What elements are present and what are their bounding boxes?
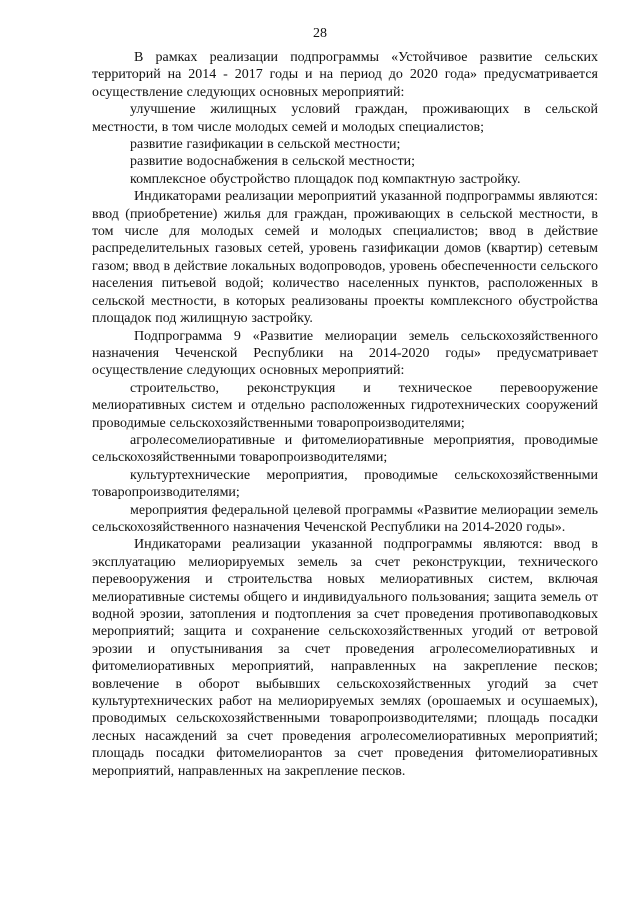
list-item-gasification: развитие газификации в сельской местности; — [130, 137, 401, 153]
list-item-cultural-technical: культуртехнические мероприятия, проводимые сельскохозяйственными товаропроизводителями; — [92, 467, 598, 501]
paragraph-indicators-rural: Индикаторами реализации мероприятий указанной подпрограммы являются: ввод (приобретение) жилья для граждан, проживающих в сельской местности, в том числе для молодых семей и молодых специалистов; ввод в действие распределительных газовых сетей, уровень газификации домов (квартир) сетевым газом; ввод в действие локальных водопроводов, уровень обеспеченности сельского населения питьевой водой; количество населенных пунктов, расположенных в сельской местности, в которых реализованы проекты комплексного обустройства площадок под жилищную застройку. — [92, 189, 598, 327]
list-item-reclamation-systems: строительство, реконструкция и техническое перевооружение мелиоративных систем и отдельно расположенных гидротехнических сооружений проводимые сельскохозяйственными товаропроизводителями; — [92, 380, 598, 431]
paragraph-subprogram-intro: В рамках реализации подпрограммы «Устойчивое развитие сельских территорий на 2014 - 2017 годы и на период до 2020 года» предусматривается осуществление следующих основных мероприятий: — [92, 50, 598, 100]
list-item-water-supply: развитие водоснабжения в сельской местности; — [130, 154, 415, 170]
paragraph-indicators-reclamation: Индикаторами реализации указанной подпрограммы являются: ввод в эксплуатацию мелиорируемых земель за счет реконструкции, технического перевооружения и строительства новых мелиоративных систем, включая мелиоративные системы общего и индивидуального пользования; защита земель от водной эрозии, затопления и подтопления за счет проведения противопаводковых мероприятий; защита и сохранение сельскохозяйственных угодий от ветровой эрозии и опустынивания за счет проведения агролесомелиоративных и фитомелиоративных мероприятий, направленных на закрепление песков; вовлечение в оборот выбывших сельскохозяйственных угодий за счет культуртехнических работ на мелиорируемых землях (орошаемых и осушаемых), проводимых сельскохозяйственными товаропроизводителями; площадь посадки лесных насаждений за счет проведения агролесомелиоративных мероприятий; площадь посадки фитомелиорантов за счет проведения фитомелиоративных мероприятий, направленных на закрепление песков. — [92, 537, 598, 779]
paragraph-subprogram-9: Подпрограмма 9 «Развитие мелиорации земель сельскохозяйственного назначения Чеченской Республики на 2014-2020 годы» предусматривает осуществление следующих основных мероприятий: — [92, 328, 598, 379]
document-body — [92, 49, 598, 780]
list-item-housing: улучшение жилищных условий граждан, проживающих в сельской местности, в том числе молодых семей и молодых специалистов; — [92, 102, 598, 135]
page-number: 28 — [313, 26, 327, 41]
list-item-federal-program: мероприятия федеральной целевой программы «Развитие мелиорации земель сельскохозяйственного назначения Чеченской Республики на 2014-2020 годы». — [92, 502, 598, 535]
list-item-site-development: комплексное обустройство площадок под компактную застройку. — [130, 171, 521, 187]
list-item-agroforest: агролесомелиоративные и фитомелиоративные мероприятия, проводимые сельскохозяйственными товаропроизводителями; — [92, 432, 598, 466]
